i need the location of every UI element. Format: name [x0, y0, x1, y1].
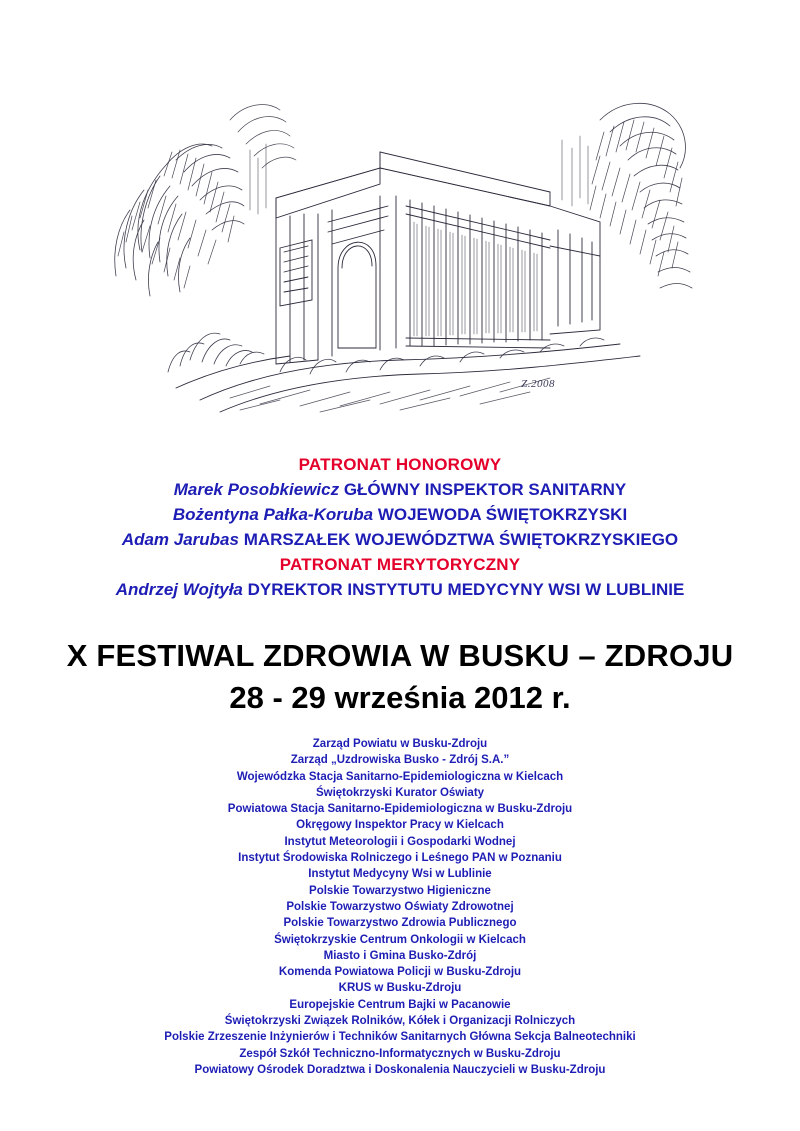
list-item: KRUS w Busku-Zdroju — [338, 982, 462, 995]
honorary-patron-1-name: Marek Posobkiewicz — [173, 480, 340, 499]
list-item: Świętokrzyski Związek Rolników, Kółek i Organizacji Rolniczych — [224, 1015, 576, 1028]
list-item: Powiatowy Ośrodek Doradztwa i Doskonalenia Nauczycieli w Busku-Zdroju — [194, 1063, 606, 1076]
list-item: Zarząd Powiatu w Busku-Zdroju — [312, 738, 488, 750]
honorary-patron-3 — [0, 527, 800, 552]
honorary-patron-3-role: MARSZAŁEK WOJEWÓDZTWA ŚWIĘTOKRZYSKIEGO — [243, 530, 679, 549]
list-item: Zespół Szkół Techniczno-Informatycznych w Busku-Zdroju — [239, 1047, 561, 1060]
honorary-patron-3-name: Adam Jarubas — [121, 530, 239, 549]
organizers-list — [0, 736, 800, 1078]
list-item: Świętokrzyski Kurator Oświaty — [315, 786, 485, 799]
list-item: Polskie Towarzystwo Higieniczne — [309, 884, 491, 897]
spa-colonnade-sketch-icon — [80, 0, 720, 430]
substantive-patron-1 — [0, 577, 800, 602]
honorary-patronage-heading: PATRONAT HONOROWY — [298, 455, 502, 474]
list-item: Instytut Środowiska Rolniczego i Leśnego PAN w Poznaniu — [238, 852, 562, 865]
list-item: Okręgowy Inspektor Pracy w Kielcach — [296, 819, 504, 832]
substantive-patron-1-role: DYREKTOR INSTYTUTU MEDYCYNY WSI W LUBLINIE — [247, 580, 685, 599]
title-line-2: 28 - 29 września 2012 r. — [229, 680, 571, 715]
list-item: Zarząd „Uzdrowiska Busko - Zdrój S.A.” — [290, 754, 510, 767]
substantive-patron-1-name: Andrzej Wojtyła — [115, 580, 243, 599]
honorary-patron-2-role: WOJEWODA ŚWIĘTOKRZYSKI — [377, 505, 628, 524]
honorary-patron-1 — [0, 477, 800, 502]
list-item: Polskie Towarzystwo Zdrowia Publicznego — [283, 917, 517, 930]
list-item: Polskie Towarzystwo Oświaty Zdrowotnej — [286, 900, 514, 913]
title-line-1: X FESTIWAL ZDROWIA W BUSKU – ZDROJU — [66, 638, 734, 673]
list-item: Wojewódzka Stacja Sanitarno-Epidemiologiczna w Kielcach — [236, 770, 564, 783]
substantive-patronage-heading: PATRONAT MERYTORYCZNY — [279, 555, 521, 574]
list-item: Miasto i Gmina Busko-Zdrój — [323, 949, 477, 962]
list-item: Polskie Zrzeszenie Inżynierów i Techników Sanitarnych Główna Sekcja Balneotechniki — [164, 1031, 636, 1044]
honorary-patron-2 — [0, 502, 800, 527]
list-item: Instytut Meteorologii i Gospodarki Wodnej — [284, 835, 516, 848]
page-title — [0, 635, 800, 719]
list-item: Europejskie Centrum Bajki w Pacanowie — [289, 998, 511, 1011]
sketch-signature: Z.2008 — [521, 378, 555, 390]
list-item: Świętokrzyskie Centrum Onkologii w Kielcach — [274, 933, 526, 946]
list-item: Instytut Medycyny Wsi w Lublinie — [308, 868, 492, 881]
list-item: Komenda Powiatowa Policji w Busku-Zdroju — [278, 966, 522, 979]
patronage-block — [0, 452, 800, 602]
honorary-patron-2-name: Bożentyna Pałka-Koruba — [172, 505, 374, 524]
header-illustration — [0, 0, 800, 440]
list-item: Powiatowa Stacja Sanitarno-Epidemiologiczna w Busku-Zdroju — [227, 803, 573, 816]
honorary-patron-1-role: GŁÓWNY INSPEKTOR SANITARNY — [343, 480, 627, 499]
